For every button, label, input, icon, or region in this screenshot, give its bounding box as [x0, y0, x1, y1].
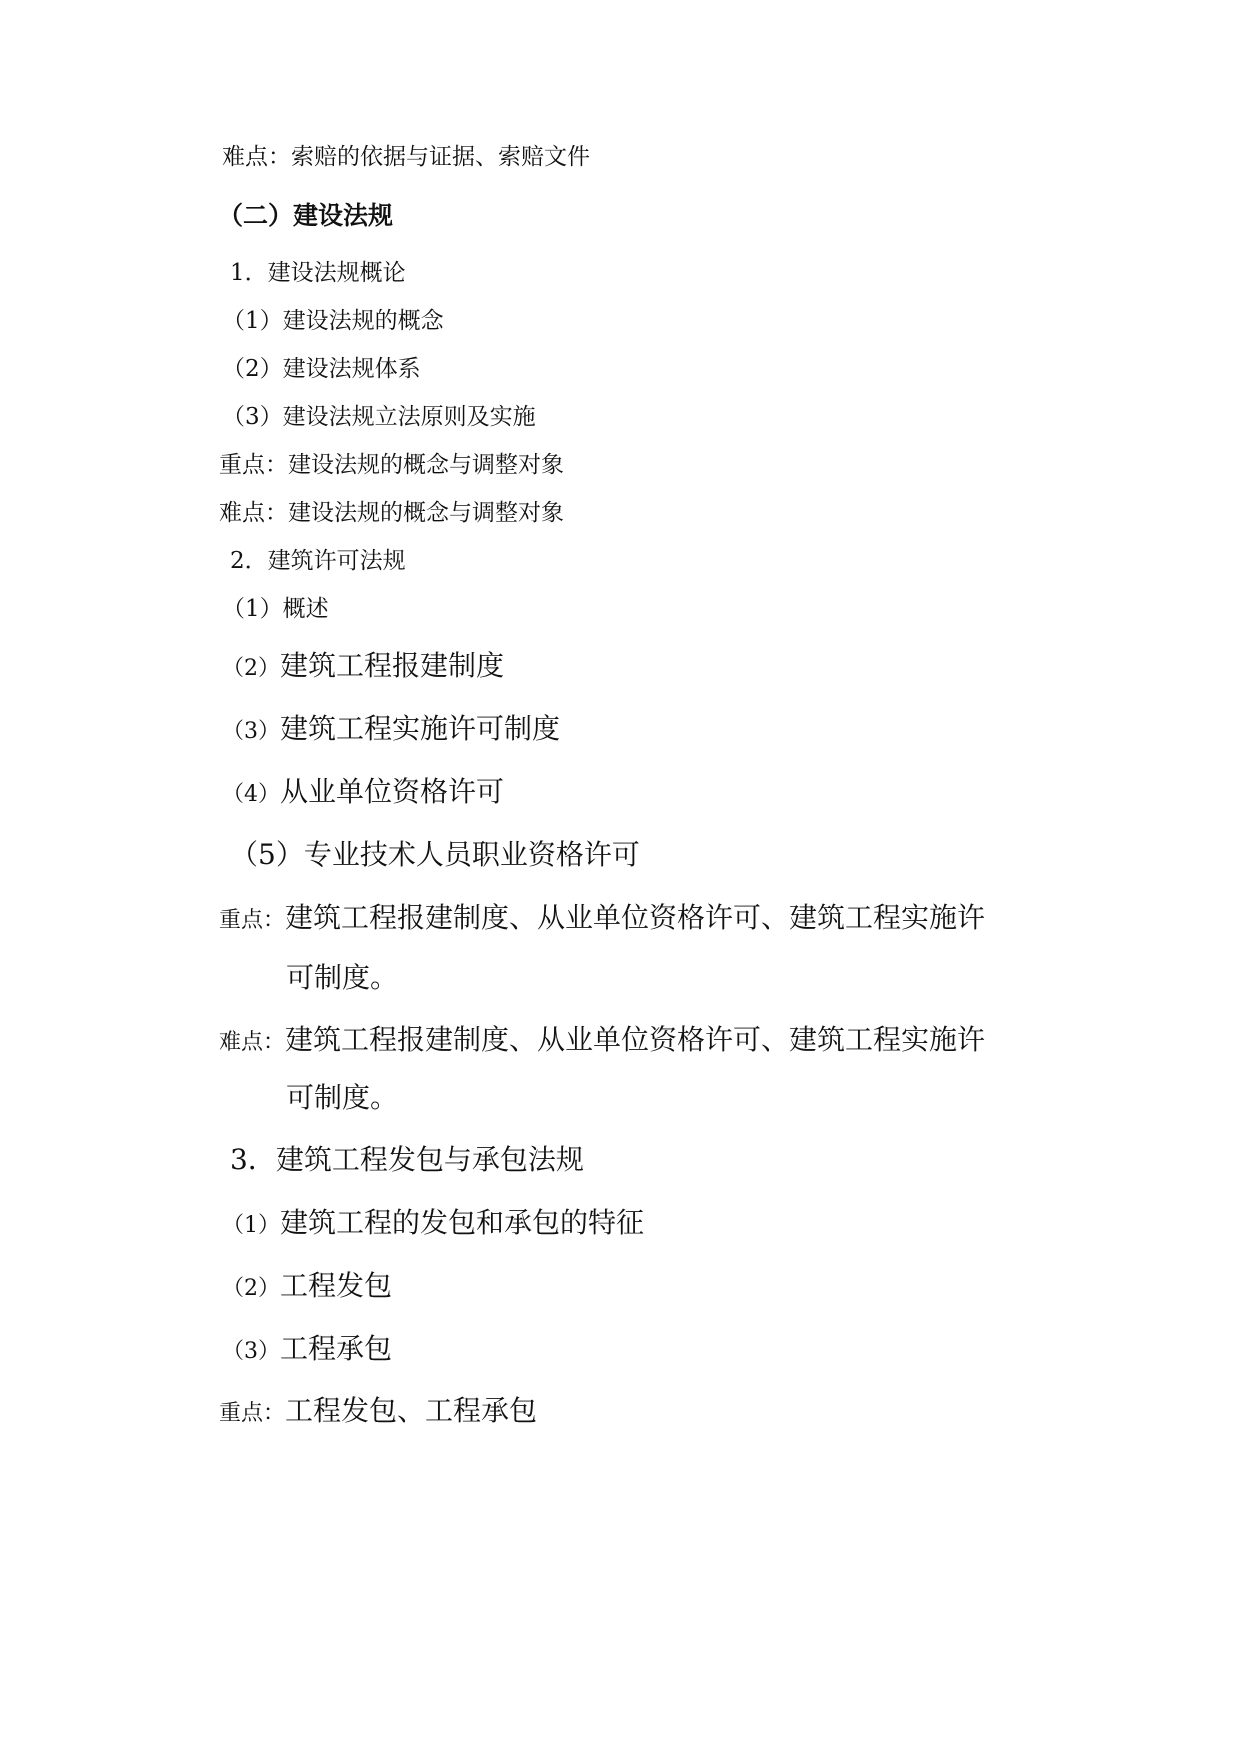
line-text: 建筑工程实施许可制度: [280, 712, 561, 745]
list-item: （1）概述: [222, 596, 329, 622]
difficulty-line: [219, 1023, 986, 1056]
line-text: 建设法规的概念与调整对象: [288, 452, 564, 478]
line-prefix: 重点：: [219, 908, 286, 933]
key-point-line: [219, 1394, 538, 1427]
subsection-title-2: 2．建筑许可法规: [230, 548, 406, 574]
line-prefix: 难点：: [219, 1030, 286, 1055]
difficulty-line-claims: [222, 146, 590, 169]
list-item: [222, 649, 505, 682]
list-item: [222, 1206, 645, 1239]
section-heading: （二）建设法规: [218, 201, 394, 230]
line-text: 索赔的依据与证据、索赔文件: [291, 144, 590, 170]
line-prefix: （2）: [222, 1276, 280, 1301]
list-item: （1）建设法规的概念: [222, 308, 444, 334]
line-text: 建筑工程报建制度、从业单位资格许可、建筑工程实施许: [285, 901, 986, 934]
line-continuation: 可制度。: [286, 1081, 399, 1114]
difficulty-line: [219, 502, 564, 525]
list-item: （2）建设法规体系: [222, 356, 421, 382]
line-prefix: （3）: [222, 1339, 280, 1364]
key-point-line: [219, 454, 564, 477]
line-prefix: 重点：: [219, 1401, 286, 1426]
line-prefix: （1）: [222, 1213, 280, 1238]
list-item: [222, 712, 561, 745]
line-text: 建筑工程报建制度、从业单位资格许可、建筑工程实施许: [285, 1023, 986, 1056]
list-item: （5）专业技术人员职业资格许可: [230, 838, 640, 871]
line-prefix: （3）: [222, 719, 280, 744]
line-text: 工程发包、工程承包: [285, 1394, 538, 1427]
line-text: 从业单位资格许可: [280, 775, 505, 808]
line-prefix: （2）: [222, 656, 280, 681]
list-item: （3）建设法规立法原则及实施: [222, 404, 536, 430]
list-item: [222, 775, 505, 808]
key-point-line: [219, 901, 986, 934]
line-text: 工程发包: [280, 1269, 393, 1302]
subsection-title-3: 3．建筑工程发包与承包法规: [230, 1143, 584, 1176]
line-text: 建筑工程报建制度: [280, 649, 505, 682]
line-prefix: 难点：: [222, 144, 291, 170]
subsection-title-1: 1．建设法规概论: [230, 260, 406, 286]
line-text: 建设法规的概念与调整对象: [288, 500, 564, 526]
line-text: 建筑工程的发包和承包的特征: [280, 1206, 645, 1239]
line-prefix: （4）: [222, 782, 280, 807]
line-text: 工程承包: [280, 1332, 393, 1365]
line-continuation: 可制度。: [286, 961, 399, 994]
line-prefix: 难点：: [219, 500, 288, 526]
line-prefix: 重点：: [219, 452, 288, 478]
list-item: [222, 1332, 393, 1365]
list-item: [222, 1269, 393, 1302]
